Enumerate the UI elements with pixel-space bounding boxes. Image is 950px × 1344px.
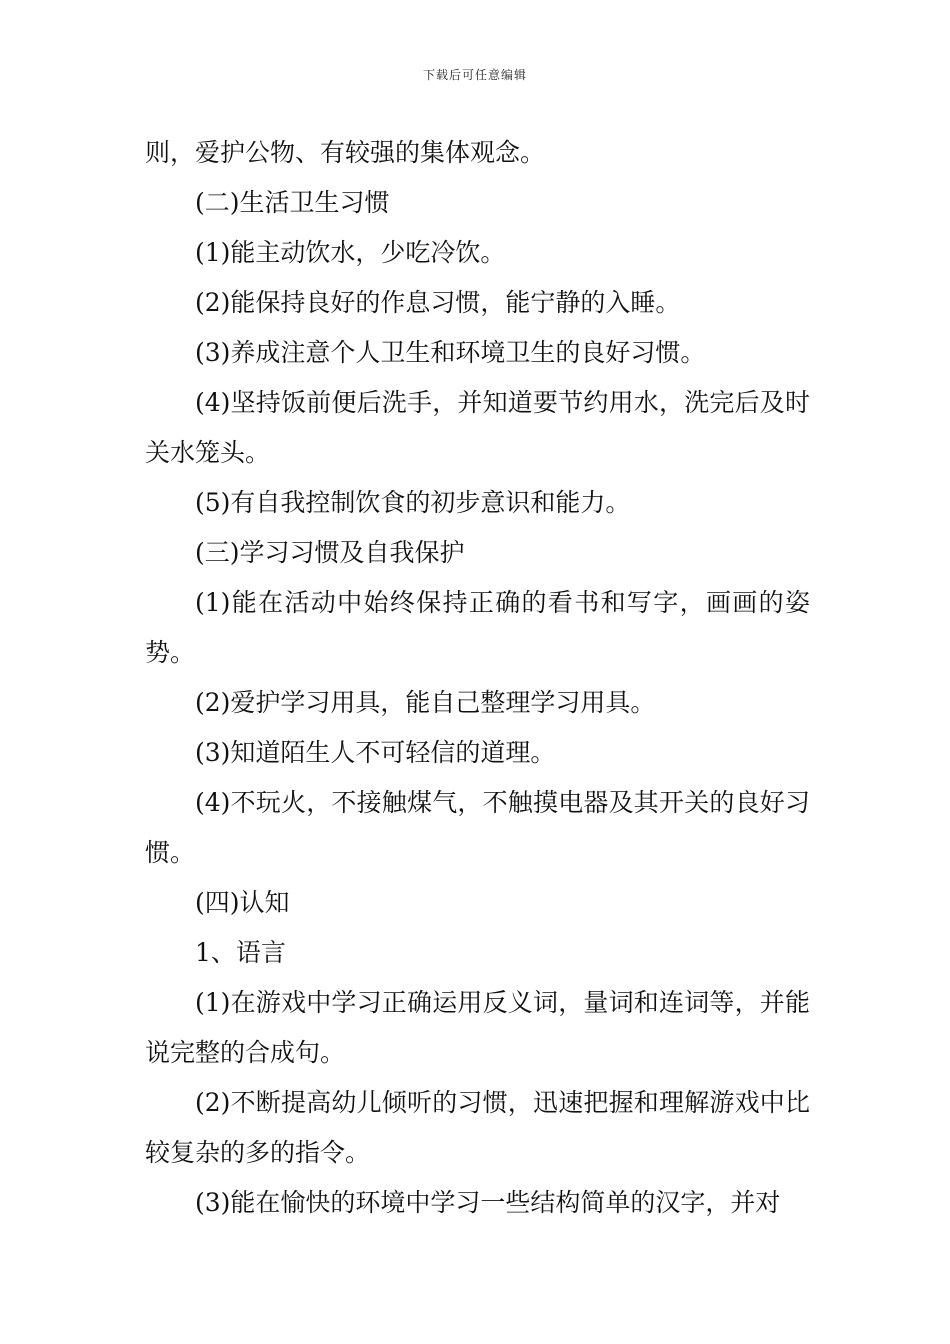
list-item: (4)坚持饭前便后洗手，并知道要节约用水，洗完后及时关水笼头。	[145, 388, 810, 467]
paragraph-continuation: 则，爱护公物、有较强的集体观念。	[145, 138, 546, 167]
list-item: (2)能保持良好的作息习惯，能宁静的入睡。	[195, 288, 681, 317]
list-item: (1)能在活动中始终保持正确的看书和写字，画画的姿势。	[145, 588, 810, 667]
section-heading-study: (三)学习习惯及自我保护	[195, 538, 465, 567]
list-item: (2)不断提高幼儿倾听的习惯，迅速把握和理解游戏中比较复杂的多的指令。	[145, 1088, 810, 1167]
page-header: 下载后可任意编辑	[422, 68, 527, 82]
section-heading-cognition: (四)认知	[195, 888, 290, 917]
document-body	[145, 128, 810, 1228]
list-item: (3)知道陌生人不可轻信的道理。	[195, 738, 556, 767]
subsection-heading-language: 1、语言	[195, 938, 286, 967]
list-item: (3)养成注意个人卫生和环境卫生的良好习惯。	[195, 338, 706, 367]
list-item: (3)能在愉快的环境中学习一些结构简单的汉字，并对	[195, 1188, 781, 1217]
list-item: (1)在游戏中学习正确运用反义词，量词和连词等，并能说完整的合成句。	[145, 988, 810, 1067]
section-heading-hygiene: (二)生活卫生习惯	[195, 188, 390, 217]
list-item: (5)有自我控制饮食的初步意识和能力。	[195, 488, 631, 517]
list-item: (1)能主动饮水，少吃冷饮。	[195, 238, 506, 267]
list-item: (4)不玩火，不接触煤气，不触摸电器及其开关的良好习惯。	[145, 788, 810, 867]
list-item: (2)爱护学习用具，能自己整理学习用具。	[195, 688, 656, 717]
